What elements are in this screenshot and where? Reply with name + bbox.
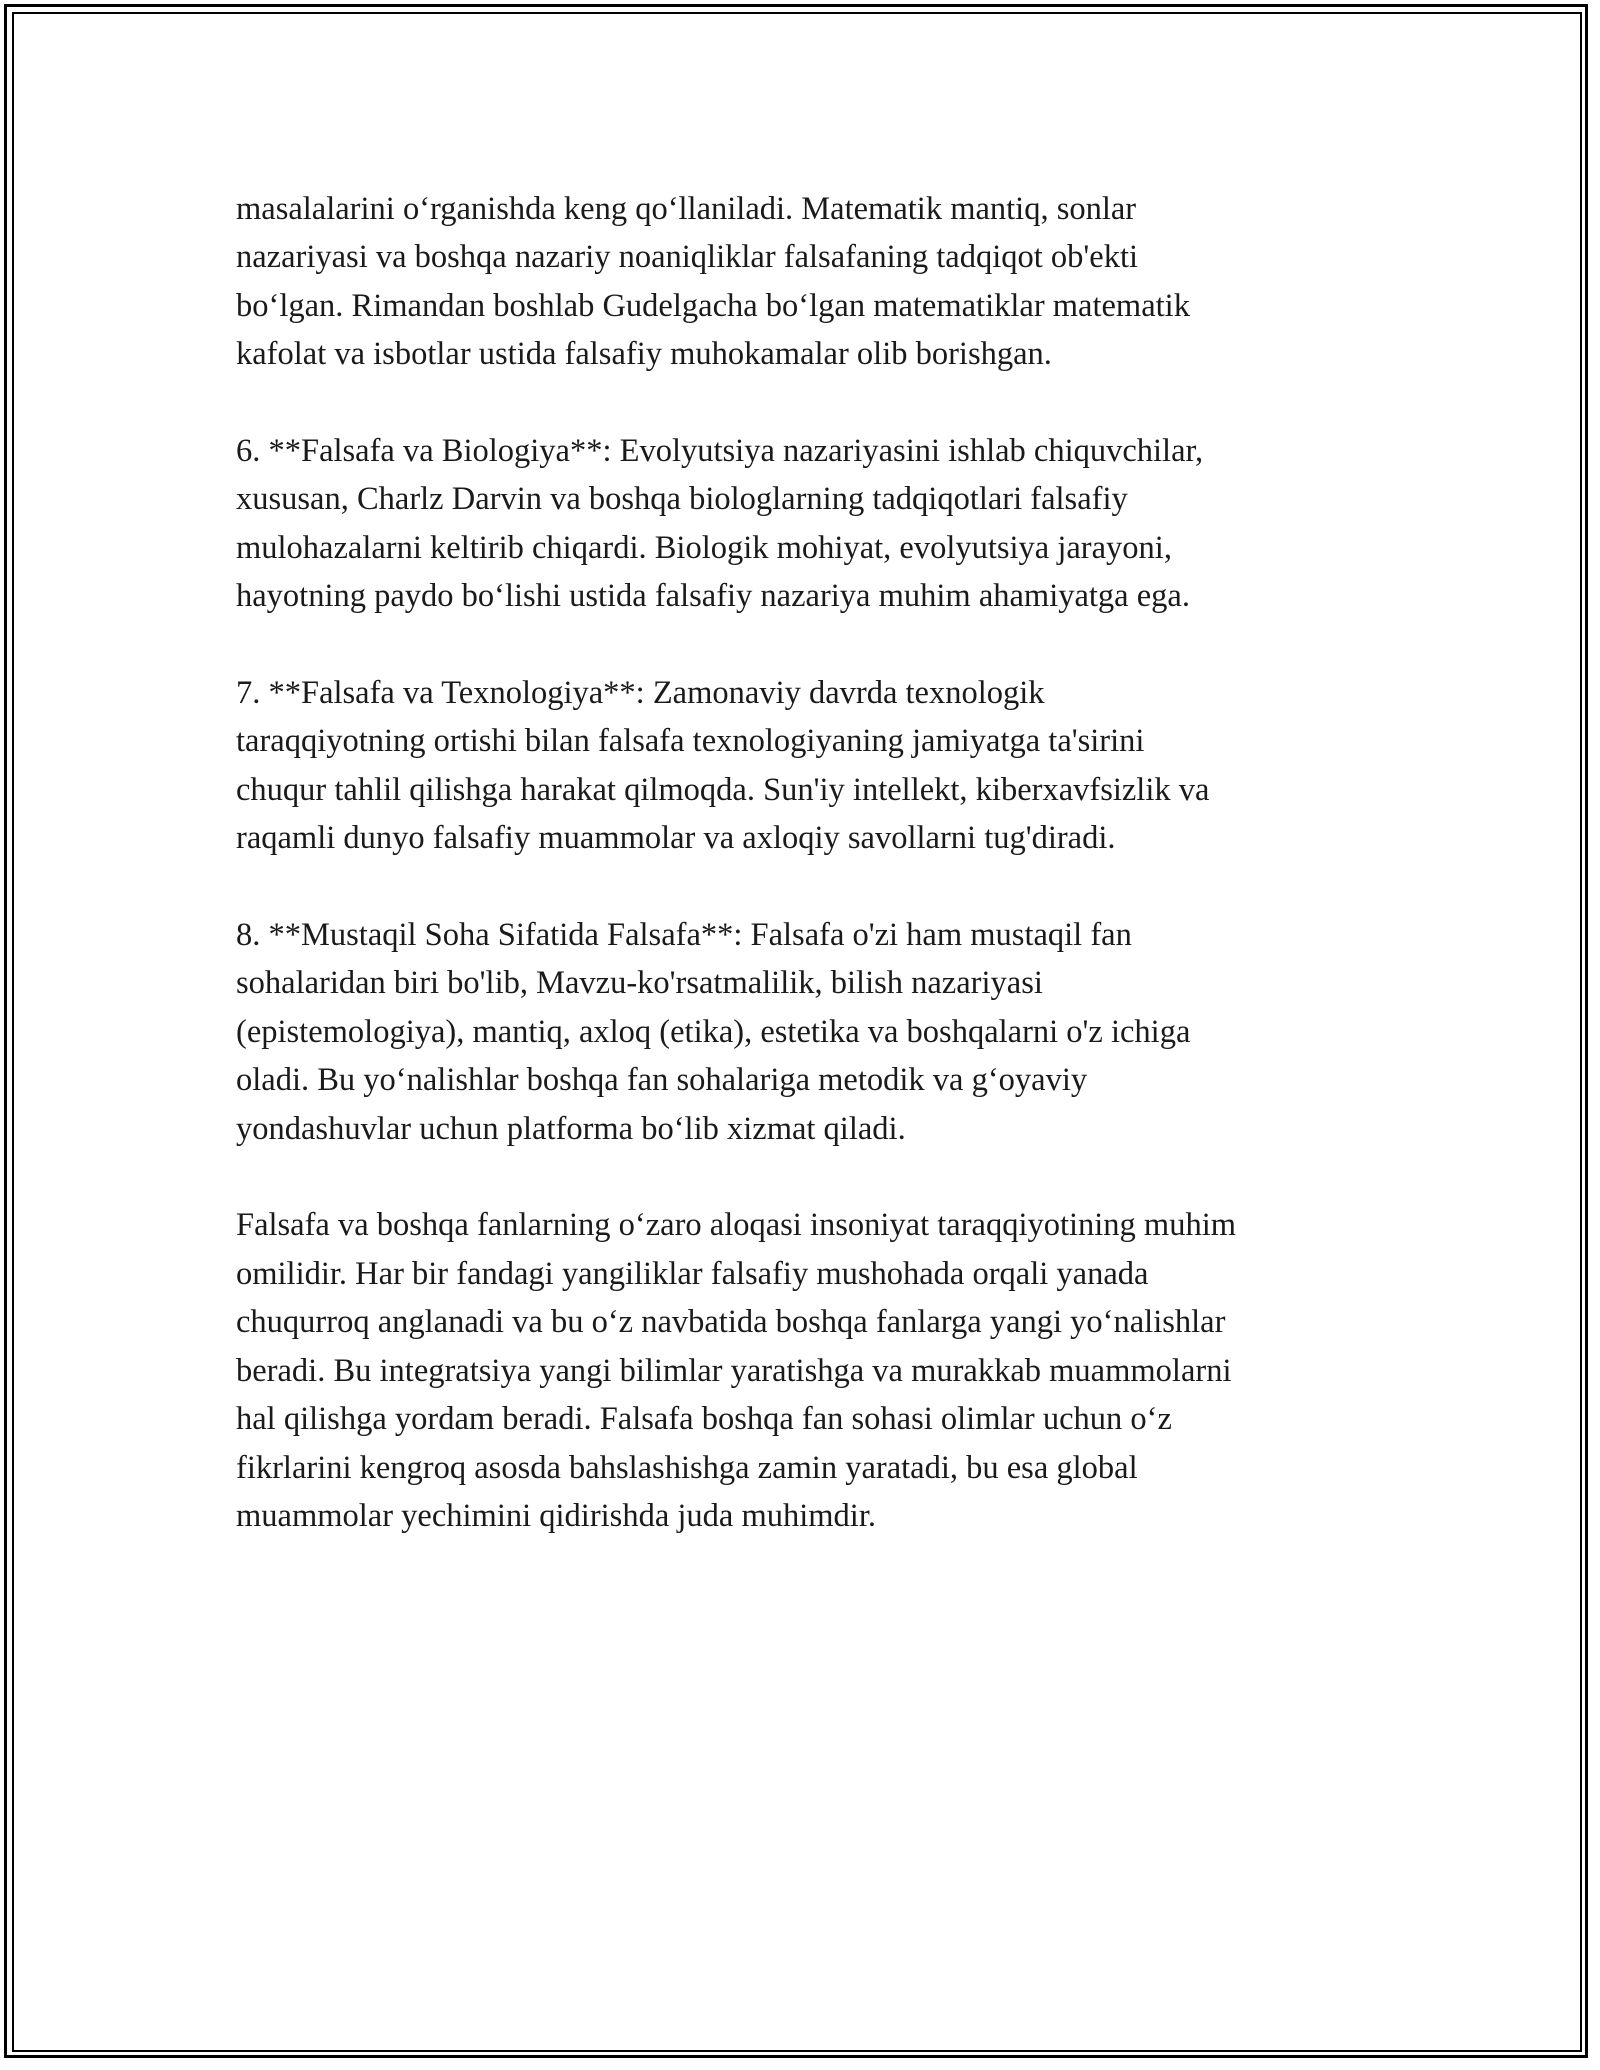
text-line: chuqurroq anglanadi va bu oʻz navbatida boshqa fanlarga yangi yoʻnalishlar bbox=[236, 1304, 1226, 1341]
text-line: oladi. Bu yoʻnalishlar boshqa fan sohalariga metodik va gʻoyaviy bbox=[236, 1062, 1088, 1099]
text-line: Falsafa va boshqa fanlarning oʻzaro aloqasi insoniyat taraqqiyotining muhim bbox=[236, 1207, 1237, 1244]
text-line: 7. **Falsafa va Texnologiya**: Zamonaviy davrda texnologik bbox=[236, 675, 1045, 712]
paragraph-conclusion bbox=[236, 1201, 1396, 1540]
text-line: beradi. Bu integratsiya yangi bilimlar yaratishga va murakkab muammolarni bbox=[236, 1352, 1232, 1389]
text-line: sohalaridan biri bo'lib, Mavzu-ko'rsatmalilik, bilish nazariyasi bbox=[236, 965, 1043, 1002]
text-line: hal qilishga yordam beradi. Falsafa boshqa fan sohasi olimlar uchun oʻz bbox=[236, 1401, 1172, 1438]
text-line: chuqur tahlil qilishga harakat qilmoqda. Sun'iy intellekt, kiberxavfsizlik va bbox=[236, 771, 1210, 808]
text-line: nazariyasi va boshqa nazariy noaniqliklar falsafaning tadqiqot ob'ekti bbox=[236, 239, 1139, 276]
paragraph-mathematics-continued bbox=[236, 185, 1396, 379]
text-line: mulohazalarni keltirib chiqardi. Biologik mohiyat, evolyutsiya jarayoni, bbox=[236, 529, 1172, 566]
paragraph-biology bbox=[236, 427, 1396, 621]
text-line: 8. **Mustaqil Soha Sifatida Falsafa**: Falsafa o'zi ham mustaqil fan bbox=[236, 917, 1132, 954]
paragraph-independent-field bbox=[236, 911, 1396, 1153]
text-line: raqamli dunyo falsafiy muammolar va axloqiy savollarni tug'diradi. bbox=[236, 820, 1116, 857]
text-line: kafolat va isbotlar ustida falsafiy muhokamalar olib borishgan. bbox=[236, 336, 1052, 373]
text-line: boʻlgan. Rimandan boshlab Gudelgacha boʻlgan matematiklar matematik bbox=[236, 287, 1190, 324]
text-line: yondashuvlar uchun platforma boʻlib xizmat qiladi. bbox=[236, 1110, 906, 1147]
document-body bbox=[236, 185, 1396, 1540]
text-line: xususan, Charlz Darvin va boshqa biologlarning tadqiqotlari falsafiy bbox=[236, 481, 1128, 518]
text-line: (epistemologiya), mantiq, axloq (etika), estetika va boshqalarni o'z ichiga bbox=[236, 1013, 1191, 1050]
text-line: masalalarini oʻrganishda keng qoʻllaniladi. Matematik mantiq, sonlar bbox=[236, 191, 1137, 227]
text-line: taraqqiyotning ortishi bilan falsafa texnologiyaning jamiyatga ta'sirini bbox=[236, 723, 1145, 760]
text-line: hayotning paydo boʻlishi ustida falsafiy nazariya muhim ahamiyatga ega. bbox=[236, 578, 1190, 615]
text-line: omilidir. Har bir fandagi yangiliklar falsafiy mushohada orqali yanada bbox=[236, 1255, 1149, 1292]
paragraph-technology bbox=[236, 669, 1396, 863]
text-line: 6. **Falsafa va Biologiya**: Evolyutsiya nazariyasini ishlab chiquvchilar, bbox=[236, 433, 1204, 470]
text-line: muammolar yechimini qidirishda juda muhimdir. bbox=[236, 1497, 876, 1534]
text-line: fikrlarini kengroq asosda bahslashishga zamin yaratadi, bu esa global bbox=[236, 1449, 1138, 1486]
